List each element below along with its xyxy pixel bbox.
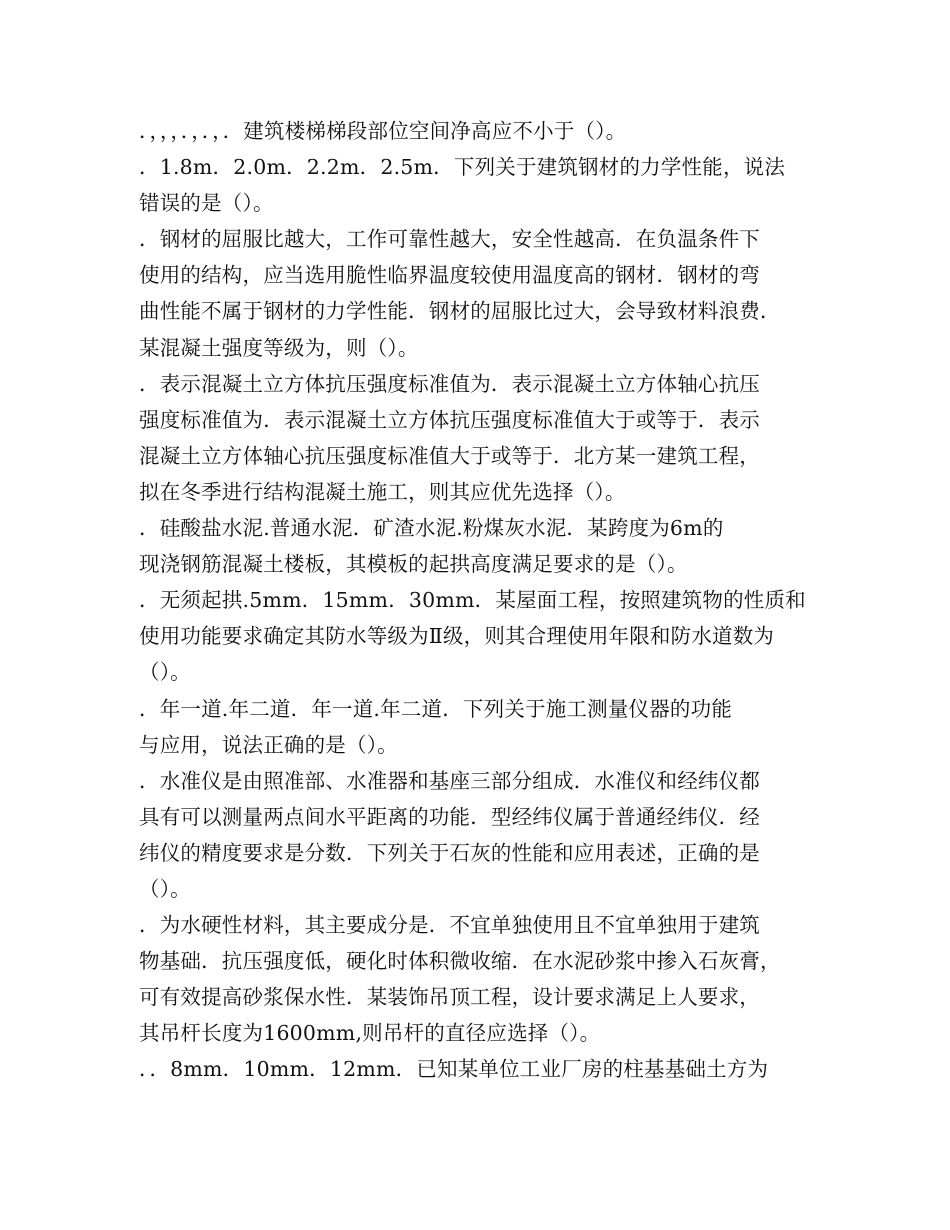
text-line: 可有效提高砂浆保水性．某装饰吊顶工程，设计要求满足上人要求，	[139, 985, 760, 1010]
text-line: 某混凝土强度等级为，则（）。	[139, 335, 419, 360]
text-line: 拟在冬季进行结构混凝土施工，则其应优先选择（）。	[139, 479, 626, 504]
text-line: ．1.8m．2.0m．2.2m．2.5m．下列关于建筑钢材的力学性能，说法	[139, 155, 786, 180]
text-line: 物基础．抗压强度低，硬化时体积微收缩．在水泥砂浆中掺入石灰膏，	[139, 949, 781, 974]
text-line: 强度标准值为．表示混凝土立方体抗压强度标准值大于或等于．表示	[139, 407, 760, 432]
text-line: （）。	[139, 660, 191, 685]
text-line: 混凝土立方体轴心抗压强度标准值大于或等于．北方某一建筑工程，	[139, 443, 760, 468]
text-line: 具有可以测量两点间水平距离的功能．型经纬仪属于普通经纬仪．经	[139, 804, 760, 829]
text-line: ．，，，．，．，．建筑楼梯梯段部位空间净高应不小于（）。	[139, 119, 627, 143]
text-line: 纬仪的精度要求是分数．下列关于石灰的性能和应用表述，正确的是	[139, 840, 760, 865]
text-line: 曲性能不属于钢材的力学性能．钢材的屈服比过大，会导致材料浪费．	[139, 299, 781, 324]
text-line: （）。	[139, 876, 191, 901]
text-line: 使用的结构，应当选用脆性临界温度较使用温度高的钢材．钢材的弯	[139, 263, 760, 288]
text-line: 与应用，说法正确的是（）。	[139, 732, 398, 757]
text-line: ．水准仪是由照准部、水准器和基座三部分组成．水准仪和经纬仪都	[139, 768, 760, 793]
text-line: ．表示混凝土立方体抗压强度标准值为．表示混凝土立方体轴心抗压	[139, 371, 760, 396]
text-line: 其吊杆长度为1600mm,则吊杆的直径应选择（）。	[139, 1021, 601, 1046]
question-text-block	[139, 113, 829, 1088]
text-line: 使用功能要求确定其防水等级为Ⅱ级，则其合理使用年限和防水道数为	[139, 624, 775, 649]
text-line: 错误的是（）。	[139, 191, 274, 216]
text-line: ．硅酸盐水泥.普通水泥．矿渣水泥.粉煤灰水泥．某跨度为6m的	[139, 516, 724, 541]
text-line: 现浇钢筋混凝土楼板，其模板的起拱高度满足要求的是（）。	[139, 552, 688, 577]
text-line: ．年一道.年二道．年一道.年二道．下列关于施工测量仪器的功能	[139, 696, 733, 721]
text-line: ．．8mm．10mm．12mm．已知某单位工业厂房的柱基基础土方为	[139, 1057, 769, 1082]
text-line: ．钢材的屈服比越大，工作可靠性越大，安全性越高．在负温条件下	[139, 227, 760, 252]
text-line: ．为水硬性材料，其主要成分是．不宜单独使用且不宜单独用于建筑	[139, 913, 760, 938]
text-line: ．无须起拱.5mm．15mm．30mm．某屋面工程，按照建筑物的性质和	[139, 588, 806, 613]
